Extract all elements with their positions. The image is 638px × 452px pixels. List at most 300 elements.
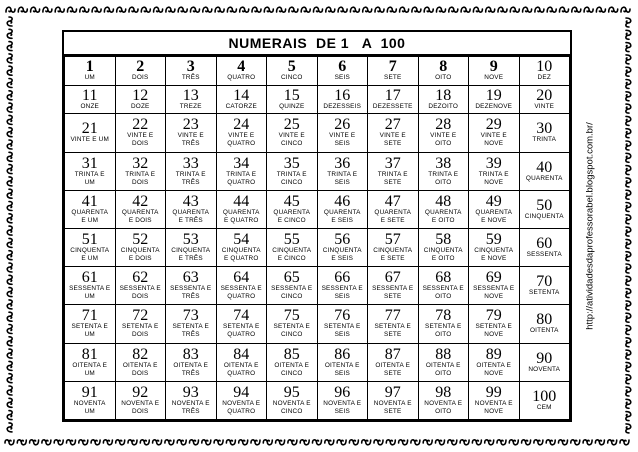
numeral-digit: 51 [81,231,98,249]
table-row [65,57,570,86]
numeral-cell [65,305,116,343]
numeral-cell [65,228,116,266]
numeral-word: VINTE E SETE [379,132,406,148]
numeral-word: DEZ [537,74,551,82]
numeral-digit: 48 [435,192,452,210]
numeral-word: TRINTA E SETE [377,170,408,186]
numeral-cell [418,152,469,190]
numeral-cell [418,228,469,266]
numeral-digit: 63 [182,269,199,287]
numeral-word: VINTE E UM [70,136,110,144]
numeral-cell [216,228,267,266]
numeral-cell [267,381,318,419]
numeral-word: SESSENTA [526,251,562,259]
numeral-digit: 54 [233,231,250,249]
numeral-word: DEZESSEIS [323,102,362,110]
numeral-cell [65,343,116,381]
numeral-digit: 16 [334,86,351,104]
numeral-digit: 33 [182,154,199,172]
numeral-digit: 50 [536,196,553,214]
numeral-word: OITENTA E SETE [375,361,411,377]
numeral-digit: 11 [82,86,98,104]
numeral-word: CINQUENTA E DOIS [120,247,160,263]
numeral-digit: 27 [384,116,401,134]
numeral-word: TRÊS [181,74,200,82]
numeral-digit: 86 [334,345,351,363]
numeral-digit: 87 [384,345,401,363]
numeral-word: SETE [384,74,402,82]
numeral-word: NOVENTA E CINCO [272,399,311,415]
numeral-cell [317,267,368,305]
numeral-word: NOVE [484,74,504,82]
numeral-cell [469,190,520,228]
numeral-word: OITENTA E DOIS [122,361,158,377]
numeral-digit: 68 [435,269,452,287]
numeral-word: OITENTA [529,327,559,335]
numeral-digit: 97 [384,383,401,401]
numeral-cell [216,114,267,152]
source-url: http://atividadesdaprofessorabel.blogspot.com.br/ [584,122,596,330]
numeral-word: CINQUENTA [524,212,564,220]
numeral-digit: 79 [485,307,502,325]
numeral-word: OITENTA E CINCO [274,361,310,377]
table-row [65,267,570,305]
numeral-digit: 90 [536,349,553,367]
table-row [65,343,570,381]
numeral-cell [368,190,419,228]
numeral-word: SESSENTA E OITO [422,285,464,301]
numeral-digit: 13 [182,86,199,104]
numeral-digit: 45 [283,192,300,210]
numeral-cell [317,305,368,343]
numeral-cell [368,228,419,266]
numeral-word: QUARENTA E OITO [424,208,462,224]
numeral-digit: 40 [536,158,553,176]
numeral-digit: 69 [485,269,502,287]
numeral-word: SESSENTA E SEIS [321,285,363,301]
table-row [65,85,570,114]
numeral-word: OITENTA E OITO [425,361,461,377]
numeral-cell [216,57,267,86]
numeral-cell [519,85,570,114]
numeral-digit: 3 [186,58,195,76]
numeral-cell [469,343,520,381]
numeral-word: DOIS [132,74,149,82]
numeral-word: SESSENTA E SETE [372,285,414,301]
numeral-digit: 61 [81,269,98,287]
numeral-cell [65,57,116,86]
numeral-word: TRINTA E UM [74,170,105,186]
numeral-cell [166,152,217,190]
numeral-digit: 21 [81,120,98,138]
numeral-cell [469,305,520,343]
numeral-cell [115,85,166,114]
numeral-word: CINQUENTA E UM [70,247,110,263]
numeral-cell [317,152,368,190]
numeral-cell [65,190,116,228]
numeral-word: NOVENTA [528,365,561,373]
numeral-cell [166,228,217,266]
numeral-word: TRINTA E QUATRO [226,170,257,186]
numeral-word: CINQUENTA E CINCO [272,247,312,263]
numeral-cell [368,267,419,305]
numeral-cell [65,152,116,190]
numeral-word: TRINTA E OITO [428,170,459,186]
numeral-word: QUARENTA E SEIS [323,208,361,224]
numeral-cell [418,85,469,114]
numeral-digit: 93 [182,383,199,401]
numeral-digit: 5 [287,58,296,76]
numeral-cell [267,343,318,381]
numeral-cell [317,57,368,86]
numeral-digit: 4 [237,58,246,76]
numeral-digit: 99 [485,383,502,401]
numeral-word: NOVENTA E QUATRO [222,399,261,415]
numeral-word: SETENTA E QUATRO [223,323,260,339]
numeral-word: QUARENTA E NOVE [475,208,513,224]
numeral-cell [216,267,267,305]
numeral-word: QUINZE [279,102,305,110]
numeral-cell [115,267,166,305]
numeral-cell [418,343,469,381]
numeral-cell [166,57,217,86]
numeral-digit: 20 [536,86,553,104]
numeral-digit: 29 [485,116,502,134]
table-row [65,114,570,152]
numeral-cell [267,228,318,266]
numeral-digit: 19 [485,86,502,104]
numeral-cell [469,85,520,114]
numeral-cell [317,381,368,419]
numeral-cell [368,305,419,343]
numeral-digit: 72 [132,307,149,325]
numeral-digit: 73 [182,307,199,325]
numeral-cell [166,381,217,419]
numeral-word: TRINTA E CINCO [276,170,307,186]
numeral-digit: 28 [435,116,452,134]
numeral-digit: 18 [435,86,452,104]
numeral-word: NOVENTA UM [73,399,106,415]
numeral-cell [166,343,217,381]
numeral-digit: 92 [132,383,149,401]
numeral-cell [267,57,318,86]
numeral-cell [368,85,419,114]
numeral-word: VINTE [534,102,555,110]
numeral-word: TREZE [179,102,202,110]
numeral-cell [418,267,469,305]
numeral-digit: 17 [384,86,401,104]
numeral-word: QUARENTA E SETE [374,208,412,224]
numeral-cell [267,190,318,228]
numeral-word: SESSENTA E CINCO [271,285,313,301]
numeral-digit: 64 [233,269,250,287]
numeral-digit: 15 [283,86,300,104]
numeral-cell [368,114,419,152]
numeral-word: OITENTA E TRÊS [173,361,209,377]
numeral-word: SEIS [334,74,350,82]
numeral-digit: 43 [182,192,199,210]
numeral-cell [115,152,166,190]
numeral-word: NOVENTA E DOIS [121,399,160,415]
page-title: NUMERAIS DE 1 A 100 [228,35,406,51]
numeral-word: OITENTA E NOVE [476,361,512,377]
numeral-digit: 14 [233,86,250,104]
numeral-digit: 22 [132,116,149,134]
numeral-cell [519,114,570,152]
numeral-word: DEZOITO [428,102,459,110]
numeral-digit: 74 [233,307,250,325]
numeral-digit: 66 [334,269,351,287]
numeral-word: QUARENTA E UM [71,208,109,224]
numeral-digit: 84 [233,345,250,363]
numeral-word: VINTE E NOVE [480,132,507,148]
numeral-digit: 83 [182,345,199,363]
table-row [65,152,570,190]
numeral-digit: 52 [132,231,149,249]
numeral-digit: 59 [485,231,502,249]
numeral-cell [469,381,520,419]
numeral-cell [65,85,116,114]
numeral-digit: 31 [81,154,98,172]
numeral-word: UM [84,74,95,82]
numeral-word: SETENTA E NOVE [475,323,512,339]
numeral-cell [519,381,570,419]
numeral-digit: 24 [233,116,250,134]
numeral-cell [267,305,318,343]
numeral-digit: 62 [132,269,149,287]
numeral-cell [65,114,116,152]
numeral-digit: 65 [283,269,300,287]
title-bar [64,32,570,56]
numeral-digit: 42 [132,192,149,210]
numeral-word: NOVENTA E TRÊS [171,399,210,415]
numeral-word: SETENTA E OITO [425,323,462,339]
numeral-cell [267,152,318,190]
numeral-cell [368,343,419,381]
numeral-digit: 77 [384,307,401,325]
numeral-word: CATORZE [225,102,257,110]
numeral-word: SETENTA E SEIS [324,323,361,339]
numeral-digit: 38 [435,154,452,172]
numeral-cell [519,267,570,305]
numeral-cell [216,381,267,419]
numeral-word: CINQUENTA E SETE [373,247,413,263]
numeral-digit: 71 [81,307,98,325]
numeral-digit: 55 [283,231,300,249]
numeral-cell [317,85,368,114]
numeral-digit: 47 [384,192,401,210]
numerals-sheet [62,30,572,422]
numeral-digit: 98 [435,383,452,401]
numeral-digit: 39 [485,154,502,172]
numeral-digit: 49 [485,192,502,210]
numeral-cell [115,190,166,228]
numeral-word: CINQUENTA E TRÊS [171,247,211,263]
numeral-digit: 35 [283,154,300,172]
numeral-cell [267,267,318,305]
numeral-word: SETENTA E UM [71,323,108,339]
numeral-cell [317,228,368,266]
numeral-digit: 89 [485,345,502,363]
numeral-cell [216,305,267,343]
numeral-cell [469,57,520,86]
numeral-digit: 7 [388,58,397,76]
numeral-word: TRINTA E NOVE [478,170,509,186]
numeral-cell [115,381,166,419]
numeral-cell [519,152,570,190]
numeral-cell [65,267,116,305]
numeral-cell [115,228,166,266]
numeral-cell [519,190,570,228]
numeral-word: DOZE [130,102,150,110]
numeral-word: SESSENTA E UM [69,285,111,301]
numeral-word: VINTE E SEIS [329,132,356,148]
numeral-digit: 76 [334,307,351,325]
numeral-cell [368,57,419,86]
numeral-cell [166,114,217,152]
numeral-cell [166,85,217,114]
numeral-digit: 67 [384,269,401,287]
numeral-word: SESSENTA E DOIS [119,285,161,301]
numeral-digit: 80 [536,311,553,329]
numeral-digit: 95 [283,383,300,401]
numeral-digit: 91 [81,383,98,401]
numeral-word: SESSENTA E TRÊS [170,285,212,301]
numeral-word: SETENTA E TRÊS [172,323,209,339]
numeral-word: VINTE E OITO [430,132,457,148]
numeral-word: QUATRO [227,74,256,82]
numeral-word: TRINTA [532,136,557,144]
numeral-cell [418,381,469,419]
numeral-digit: 6 [338,58,347,76]
numeral-word: CINQUENTA E SEIS [322,247,362,263]
numeral-cell [368,381,419,419]
numeral-digit: 8 [439,58,448,76]
numeral-cell [166,305,217,343]
numeral-digit: 78 [435,307,452,325]
numeral-digit: 41 [81,192,98,210]
numeral-cell [469,267,520,305]
numeral-cell [469,228,520,266]
numeral-digit: 36 [334,154,351,172]
numeral-cell [368,152,419,190]
numeral-digit: 81 [81,345,98,363]
table-row [65,190,570,228]
table-row [65,381,570,419]
numeral-cell [519,305,570,343]
numeral-digit: 88 [435,345,452,363]
numeral-digit: 9 [489,58,498,76]
numeral-cell [267,85,318,114]
numeral-cell [469,152,520,190]
numeral-digit: 82 [132,345,149,363]
numeral-word: DEZESSETE [372,102,413,110]
numeral-digit: 46 [334,192,351,210]
numeral-cell [317,114,368,152]
numeral-digit: 10 [536,58,553,76]
numeral-word: OITENTA E QUATRO [223,361,259,377]
numeral-digit: 2 [136,58,145,76]
numeral-cell [216,343,267,381]
numeral-word: VINTE E DOIS [127,132,154,148]
numeral-digit: 26 [334,116,351,134]
numeral-digit: 85 [283,345,300,363]
numeral-digit: 34 [233,154,250,172]
numeral-cell [418,57,469,86]
numeral-word: QUARENTA E CINCO [273,208,311,224]
table-row [65,228,570,266]
numeral-word: OITO [435,74,452,82]
numeral-digit: 58 [435,231,452,249]
numeral-word: CEM [536,403,552,411]
numeral-digit: 56 [334,231,351,249]
numeral-digit: 23 [182,116,199,134]
numeral-word: SESSENTA E QUATRO [220,285,262,301]
numeral-cell [216,152,267,190]
numeral-cell [418,190,469,228]
numeral-digit: 25 [283,116,300,134]
numeral-word: QUARENTA E DOIS [121,208,159,224]
numeral-word: QUARENTA [525,174,563,182]
numeral-word: NOVENTA E SETE [373,399,412,415]
numeral-word: OITENTA E SEIS [324,361,360,377]
numeral-cell [317,190,368,228]
numeral-word: TRINTA E TRÊS [175,170,206,186]
numeral-word: QUARENTA E TRÊS [172,208,210,224]
numeral-word: SETENTA E DOIS [122,323,159,339]
numeral-digit: 30 [536,120,553,138]
numeral-word: VINTE E CINCO [278,132,305,148]
numeral-cell [115,57,166,86]
table-row [65,305,570,343]
numeral-word: CINCO [280,74,303,82]
numeral-word: CINQUENTA E OITO [423,247,463,263]
numeral-digit: 44 [233,192,250,210]
numeral-cell [115,305,166,343]
numeral-cell [166,190,217,228]
numeral-word: SETENTA [529,289,560,297]
numeral-word: CINQUENTA E QUATRO [221,247,261,263]
numeral-cell [267,114,318,152]
numeral-cell [115,114,166,152]
numeral-cell [166,267,217,305]
numeral-word: TRINTA E SEIS [327,170,358,186]
numeral-cell [519,57,570,86]
numeral-word: SETENTA E CINCO [273,323,310,339]
numeral-cell [65,381,116,419]
numeral-digit: 57 [384,231,401,249]
numeral-word: TRINTA E DOIS [125,170,156,186]
numeral-word: OITENTA E UM [72,361,108,377]
numeral-cell [216,85,267,114]
numeral-word: VINTE E QUATRO [227,132,256,148]
numeral-cell [317,343,368,381]
numerals-table [64,56,570,420]
numeral-word: SESSENTA E NOVE [473,285,515,301]
numeral-cell [418,305,469,343]
numeral-digit: 70 [536,273,553,291]
numeral-word: NOVENTA E OITO [424,399,463,415]
numeral-word: DEZENOVE [475,102,513,110]
numeral-word: VINTE E TRÊS [177,132,204,148]
numeral-digit: 96 [334,383,351,401]
numeral-cell [519,343,570,381]
numeral-digit: 12 [132,86,149,104]
numeral-word: NOVENTA E SEIS [323,399,362,415]
numeral-cell [469,114,520,152]
numeral-word: SETENTA E SETE [374,323,411,339]
numeral-digit: 53 [182,231,199,249]
